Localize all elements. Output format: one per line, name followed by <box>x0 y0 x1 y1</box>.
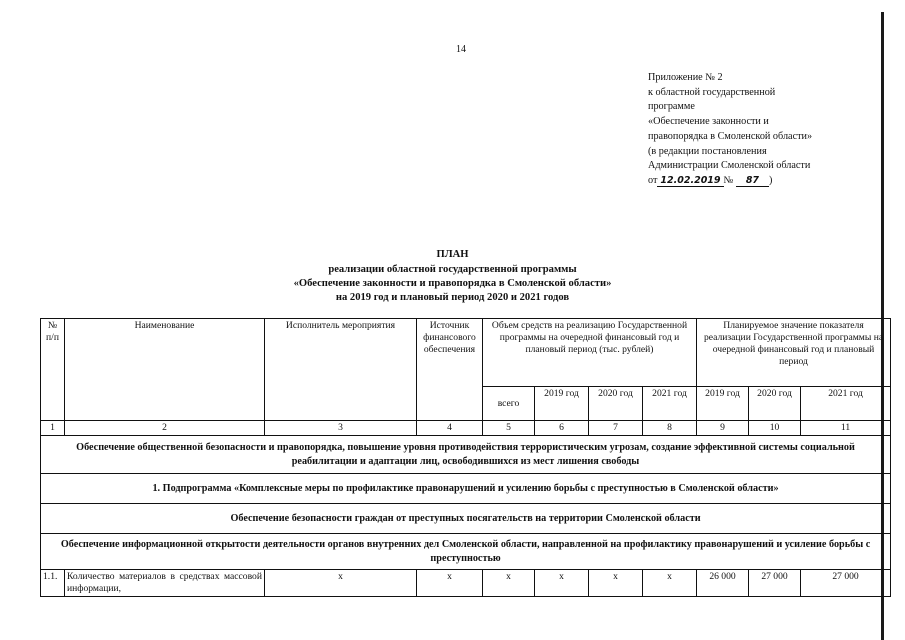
appendix-line: программе <box>648 101 695 113</box>
plan-title: ПЛАН <box>436 249 469 260</box>
row-source: х <box>417 570 483 597</box>
appendix-date-line <box>648 174 858 189</box>
section-goal: Обеспечение общественной безопасности и правопорядка, повышение уровня противодействия террористическим угрозам, создание эффективной системы социальной реабилитации и адаптации лиц, освободившихся из мест лишения свободы <box>41 436 891 474</box>
colnum-cell: 11 <box>801 421 891 436</box>
header-source: Источник финансового обеспечения <box>417 319 483 421</box>
row-funds-2020: х <box>589 570 643 597</box>
row-total: х <box>483 570 535 597</box>
colnum-cell: 3 <box>265 421 417 436</box>
row-ind-2021: 27 000 <box>801 570 891 597</box>
header-executor: Исполнитель мероприятия <box>265 319 417 421</box>
section-activity: Обеспечение информационной открытости деятельности органов внутренних дел Смоленской области, направленной на профилактику правонарушений и усиление борьбы с преступностью <box>41 534 891 570</box>
handwritten-date: 12.02.2019 <box>657 175 723 187</box>
header-funds-2021: 2021 год <box>643 387 697 421</box>
header-funds: Объем средств на реализацию Государственной программы на очередной финансовый год и плановый период (тыс. рублей) <box>483 319 697 387</box>
header-funds-2020: 2020 год <box>589 387 643 421</box>
header-name: Наименование <box>65 319 265 421</box>
plan-subtitle-2: «Обеспечение законности и правопорядка в Смоленской области» <box>293 278 612 289</box>
row-executor: х <box>265 570 417 597</box>
colnum-cell: 2 <box>65 421 265 436</box>
colnum-cell: 9 <box>697 421 749 436</box>
header-ind-2021: 2021 год <box>801 387 891 421</box>
row-ind-2020: 27 000 <box>749 570 801 597</box>
appendix-line: к областной государственной <box>648 86 776 98</box>
header-total: всего <box>483 387 535 421</box>
plan-subtitle-1: реализации областной государственной программы <box>328 264 577 275</box>
colnum-cell: 8 <box>643 421 697 436</box>
row-ind-2019: 26 000 <box>697 570 749 597</box>
appendix-line: (в редакции постановления <box>648 145 767 157</box>
section-task: Обеспечение безопасности граждан от преступных посягательств на территории Смоленской области <box>41 504 891 534</box>
header-funds-2019: 2019 год <box>535 387 589 421</box>
row-name: Количество материалов в средствах массовой информации, <box>65 570 265 597</box>
row-funds-2019: х <box>535 570 589 597</box>
appendix-line: «Обеспечение законности и <box>648 116 769 128</box>
row-num: 1.1. <box>41 570 65 597</box>
closing-paren: ) <box>769 174 773 186</box>
appendix-line: Приложение № 2 <box>648 72 723 83</box>
colnum-cell: 5 <box>483 421 535 436</box>
appendix-line: Администрации Смоленской области <box>648 160 811 172</box>
header-indicator: Планируемое значение показателя реализации Государственной программы на очередной финансовый год и плановый период <box>697 319 891 387</box>
date-prefix: от <box>648 174 658 186</box>
header-ind-2019: 2019 год <box>697 387 749 421</box>
header-num: № п/п <box>41 319 65 421</box>
table-row <box>41 570 891 597</box>
number-prefix: № <box>723 174 734 186</box>
section-subprogram: 1. Подпрограмма «Комплексные меры по профилактике правонарушений и усилению борьбы с преступностью в Смоленской области» <box>41 474 891 504</box>
colnum-cell: 10 <box>749 421 801 436</box>
handwritten-number: 87 <box>736 175 769 187</box>
row-funds-2021: х <box>643 570 697 597</box>
colnum-cell: 7 <box>589 421 643 436</box>
plan-table <box>40 318 891 597</box>
appendix-line: правопорядка в Смоленской области» <box>648 130 813 142</box>
colnum-cell: 6 <box>535 421 589 436</box>
appendix-block <box>648 71 858 189</box>
colnum-cell: 1 <box>41 421 65 436</box>
page-number: 14 <box>456 44 466 55</box>
header-ind-2020: 2020 год <box>749 387 801 421</box>
colnum-cell: 4 <box>417 421 483 436</box>
plan-subtitle-3: на 2019 год и плановый период 2020 и 2021 годов <box>335 292 570 303</box>
